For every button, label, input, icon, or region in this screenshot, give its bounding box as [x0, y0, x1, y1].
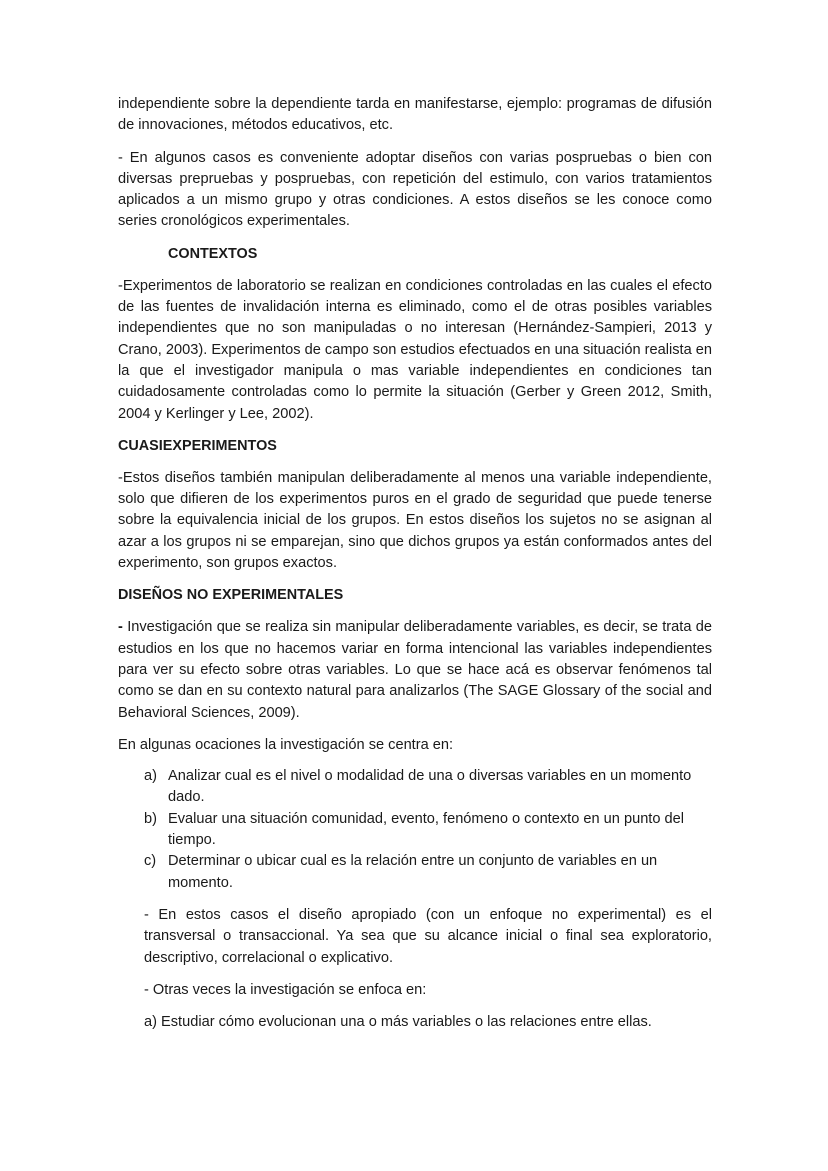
list-item [144, 766, 712, 809]
bold-dash: - [118, 619, 123, 636]
list-item [144, 809, 712, 852]
list-marker: c) [144, 853, 157, 870]
list-item-text: Determinar o ubicar cual es la relación entre un conjunto de variables en un momento. [168, 853, 658, 891]
paragraph-longitudinal-item: a) Estudiar cómo evolucionan una o más variables o las relaciones entre ellas. [144, 1014, 652, 1031]
heading-cuasiexperimentos: CUASIEXPERIMENTOS [118, 437, 277, 454]
paragraph-no-experimentales-text: Investigación que se realiza sin manipular deliberadamente variables, es decir, se trata de estudios en los que no hacemos variar en forma intencional las variables independientes para ver su efecto sobre otras variables. Lo que se hace acá es observar fenómenos tal como se dan en su contexto natural para analizarlos (The SAGE Glossary of the social and Behavioral Sciences, 2009). [118, 619, 712, 721]
heading-contextos: CONTEXTOS [168, 245, 258, 262]
paragraph-series-cronologicas: - En algunos casos es conveniente adoptar diseños con varias pospruebas o bien con diversas prepruebas y pospruebas, con repetición del estimulo, con varios tratamientos aplicados a un mismo grupo y otras condiciones. A estos diseños se les conoce como series cronológicos experimentales. [118, 149, 712, 230]
ordered-list [118, 766, 712, 894]
heading-disenos-no-experimentales: DISEÑOS NO EXPERIMENTALES [118, 587, 344, 604]
list-item [144, 851, 712, 894]
paragraph-contextos: -Experimentos de laboratorio se realizan en condiciones controladas en las cuales el efecto de las fuentes de invalidación interna es eliminado, como el de otras posibles variables independientes que no son manipuladas o no interesan (Hernández-Sampieri, 2013 y Crano, 2003). Experimentos de campo son estudios efectuados en una situación realista en la que el investigador manipula o mas variable independientes en condiciones tan cuidadosamente controladas como lo permite la situación (Gerber y Green 2012, Smith, 2004 y Kerlinger y Lee, 2002). [118, 277, 712, 422]
paragraph-no-experimentales [118, 617, 712, 723]
list-marker: a) [144, 768, 157, 785]
list-item-text: Analizar cual es el nivel o modalidad de una o diversas variables en un momento dado. [168, 768, 692, 806]
paragraph-transversal: - En estos casos el diseño apropiado (con un enfoque no experimental) es el transversal o transaccional. Ya sea que su alcance inicial o final sea exploratorio, descriptivo, correlacional o explicativo. [144, 906, 712, 966]
paragraph-list-intro: En algunas ocaciones la investigación se centra en: [118, 736, 454, 753]
list-item-text: Evaluar una situación comunidad, evento, fenómeno o contexto en un punto del tiempo. [168, 810, 685, 849]
list-marker: b) [144, 810, 157, 827]
paragraph-otras-veces: - Otras veces la investigación se enfoca en: [144, 981, 427, 998]
paragraph-intro-continuation: independiente sobre la dependiente tarda en manifestarse, ejemplo: programas de difusión de innovaciones, métodos educativos, etc. [118, 96, 712, 134]
paragraph-cuasiexperimentos: -Estos diseños también manipulan deliberadamente al menos una variable independiente, solo que difieren de los experimentos puros en el grado de seguridad que puede tenerse sobre la equivalencia inicial de los grupos. En estos diseños los sujetos no se asignan al azar a los grupos ni se emparejan, sino que dichos grupos ya están conformados antes del experimento, son grupos exactos. [118, 469, 712, 572]
